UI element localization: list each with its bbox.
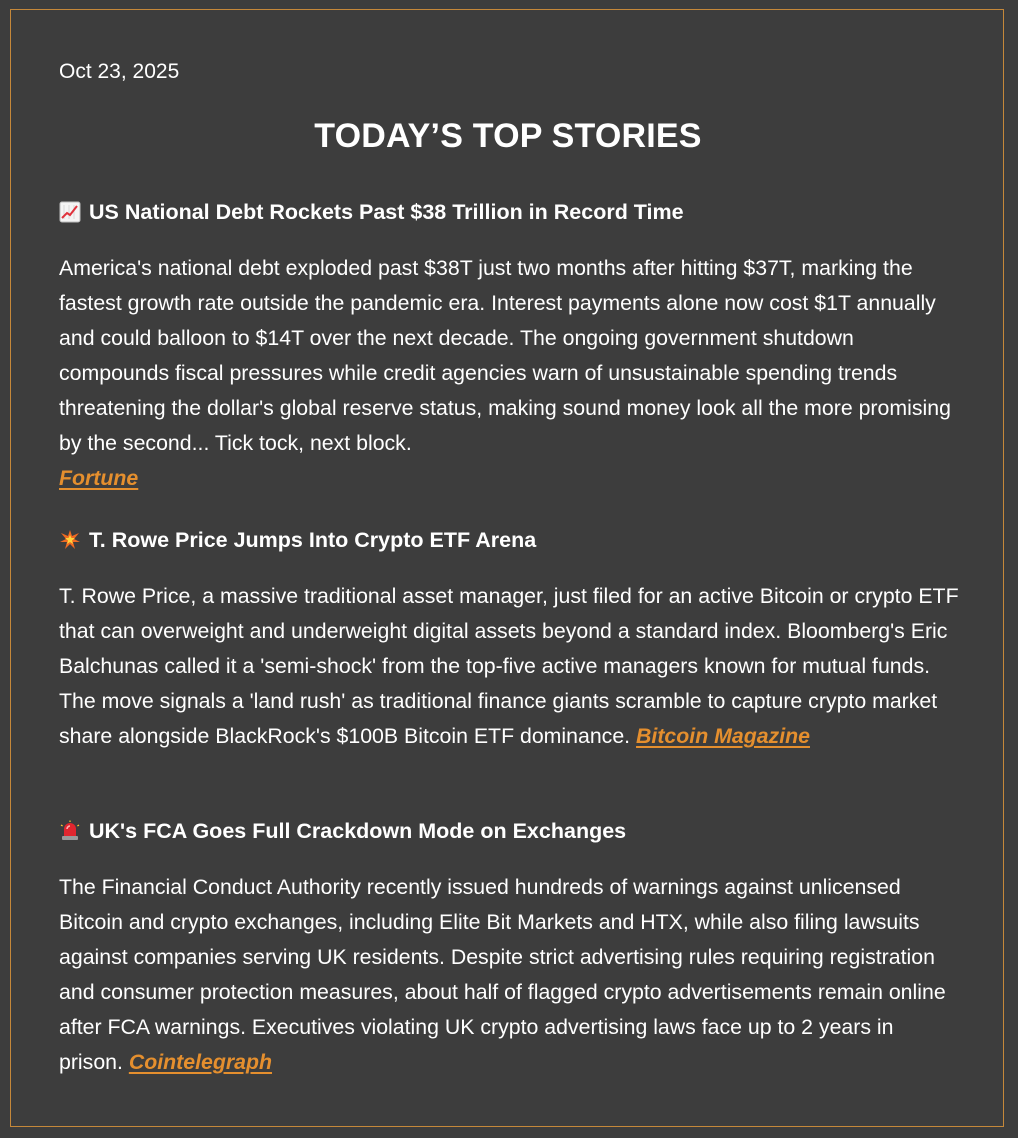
story-text: The Financial Conduct Authority recently issued hundreds of warnings against unlicensed Bitcoin and crypto exchanges, including Elite Bit Markets and HTX, while also filing lawsuits against companies serving UK residents. Despite strict advertising rules requiring registration and consumer protection measures, about half of flagged crypto advertisements remain online after FCA warnings. Executives violating UK crypto advertising laws face up to 2 years in prison. [59, 875, 946, 1074]
issue-date: Oct 23, 2025 [59, 60, 180, 83]
story-debt [59, 197, 963, 496]
story-body [59, 251, 963, 496]
story-uk-fca [59, 816, 963, 1080]
story-text: America's national debt exploded past $38T just two months after hitting $37T, marking the fastest growth rate outside the pandemic era. Interest payments alone now cost $1T annually and could balloon to $14T over the next decade. The ongoing government shutdown compounds fiscal pressures while credit agencies warn of unsustainable spending trends threatening the dollar's global reserve status, making sound money look all the more promising by the second... Tick tock, next block. [59, 256, 951, 455]
story-body [59, 579, 963, 754]
story-headline: US National Debt Rockets Past $38 Trillion in Record Time [89, 200, 684, 224]
source-link-bitcoin-magazine[interactable]: Bitcoin Magazine [636, 724, 810, 748]
story-text: T. Rowe Price, a massive traditional asset manager, just filed for an active Bitcoin or crypto ETF that can overweight and underweight digital assets beyond a standard index. Bloomberg's Eric Balchunas called it a 'semi-shock' from the top-five active managers known for mutual funds. The move signals a 'land rush' as traditional finance giants scramble to capture crypto market share alongside BlackRock's $100B Bitcoin ETF dominance. [59, 584, 959, 748]
chart-increasing-icon [59, 201, 81, 223]
page-title: TODAY’S TOP STORIES [314, 117, 702, 155]
newsletter-card [10, 9, 1004, 1127]
story-headline-row [59, 197, 963, 227]
source-link-cointelegraph[interactable]: Cointelegraph [128, 1050, 273, 1074]
story-body [59, 870, 963, 1080]
collision-icon [59, 529, 81, 551]
story-headline-row [59, 525, 963, 555]
story-headline: UK's FCA Goes Full Crackdown Mode on Exchanges [89, 819, 627, 843]
story-headline-row [59, 816, 963, 846]
police-light-icon [59, 820, 81, 842]
story-headline: T. Rowe Price Jumps Into Crypto ETF Arena [89, 528, 537, 552]
source-link-fortune[interactable]: Fortune [59, 466, 139, 490]
story-t-rowe-price [59, 525, 963, 754]
